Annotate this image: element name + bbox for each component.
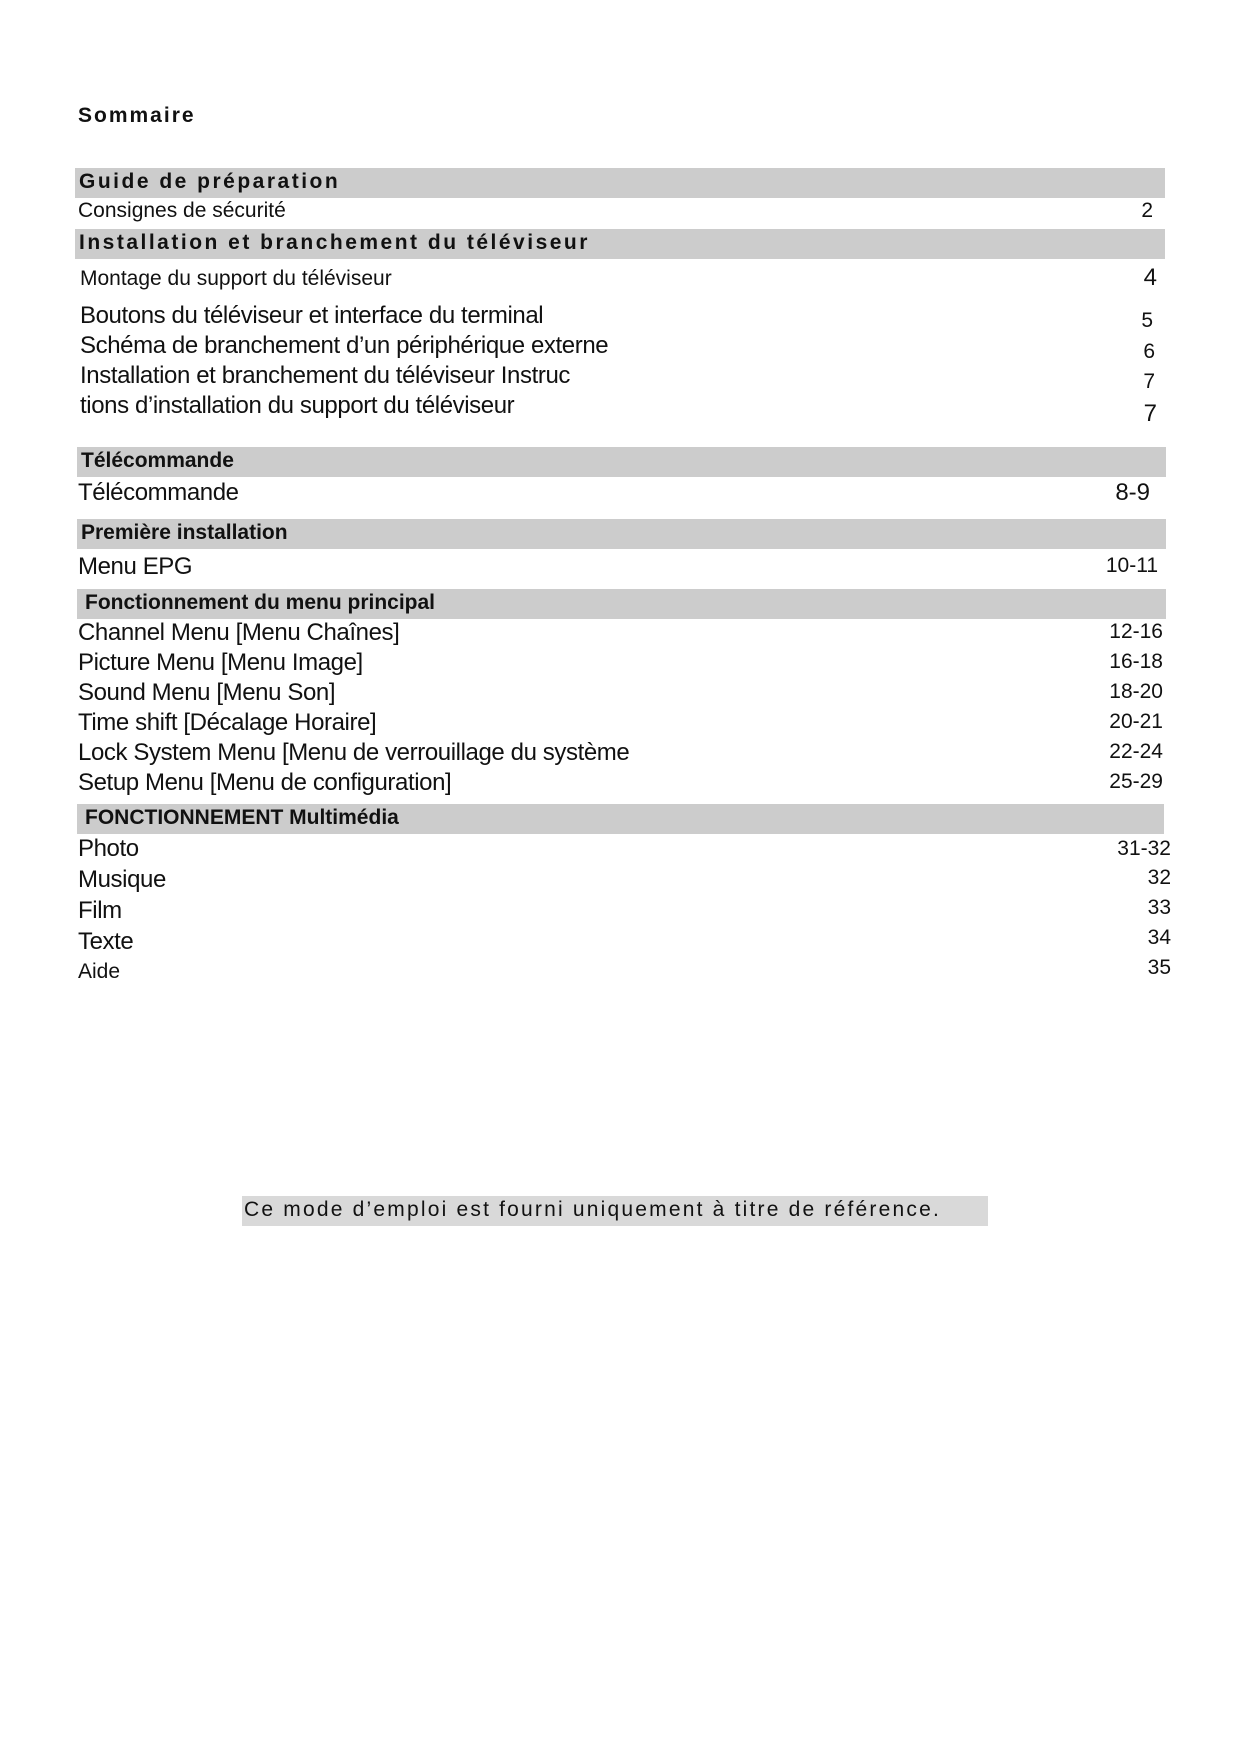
toc-page-number: 32 (1147, 866, 1171, 889)
section-heading: Première installation (81, 521, 288, 544)
toc-entry: Photo (78, 835, 139, 862)
toc-entry: tions d’installation du support du téléviseur (80, 392, 515, 419)
toc-page-number: 10-11 (1105, 554, 1158, 577)
toc-entry: Film (78, 897, 122, 924)
toc-entry: Installation et branchement du téléviseur Instruc (80, 362, 571, 389)
section-header-preparation (75, 168, 1165, 198)
toc-page-number: 33 (1147, 896, 1171, 919)
toc-page-number: 16-18 (1109, 650, 1163, 673)
section-heading: Fonctionnement du menu principal (85, 591, 436, 614)
toc-page-number: 4 (1143, 264, 1157, 291)
toc-entry: Sound Menu [Menu Son] (78, 679, 336, 706)
toc-page-number: 31-32 (1117, 837, 1171, 860)
toc-page-number: 20-21 (1109, 710, 1163, 733)
toc-page-number: 25-29 (1109, 770, 1163, 793)
toc-page-number: 7 (1143, 370, 1155, 393)
section-header-multimedia (77, 804, 1164, 834)
toc-entry: Télécommande (78, 479, 239, 506)
section-header-premiere-installation (77, 519, 1166, 549)
reference-note (242, 1196, 988, 1226)
section-heading: Télécommande (81, 449, 234, 472)
reference-note-text: Ce mode d’emploi est fourni uniquement à titre de référence. (244, 1198, 941, 1221)
section-header-telecommande (77, 447, 1166, 477)
section-header-installation (75, 229, 1165, 259)
toc-page-number: 2 (1141, 199, 1153, 222)
toc-entry: Aide (78, 960, 121, 983)
toc-entry: Lock System Menu [Menu de verrouillage du système (78, 739, 630, 766)
toc-page-number: 12-16 (1109, 620, 1163, 643)
section-heading: FONCTIONNEMENT Multimédia (85, 806, 399, 829)
toc-entry: Boutons du téléviseur et interface du terminal (80, 302, 544, 329)
toc-page-number: 22-24 (1109, 740, 1163, 763)
toc-page-number: 34 (1147, 926, 1171, 949)
toc-entry: Musique (78, 866, 166, 893)
section-header-menu-principal (77, 589, 1166, 619)
toc-page-number: 6 (1143, 340, 1155, 363)
toc-page-number: 18-20 (1109, 680, 1163, 703)
toc-entry: Montage du support du téléviseur (80, 267, 392, 290)
toc-entry: Picture Menu [Menu Image] (78, 649, 363, 676)
page-title: Sommaire (78, 104, 196, 127)
toc-entry: Schéma de branchement d’un périphérique externe (80, 332, 609, 359)
toc-page-number: 5 (1141, 309, 1153, 332)
toc-entry: Time shift [Décalage Horaire] (78, 709, 377, 736)
section-heading: Guide de préparation (79, 170, 341, 193)
toc-page-number: 8-9 (1115, 479, 1150, 506)
toc-entry: Menu EPG (78, 553, 193, 580)
toc-page-number: 35 (1147, 956, 1171, 979)
toc-entry: Channel Menu [Menu Chaînes] (78, 619, 400, 646)
toc-page-number: 7 (1143, 400, 1157, 427)
toc-entry: Setup Menu [Menu de configuration] (78, 769, 452, 796)
toc-entry: Texte (78, 928, 134, 955)
toc-entry: Consignes de sécurité (78, 199, 286, 222)
section-heading: Installation et branchement du téléviseur (79, 231, 590, 254)
